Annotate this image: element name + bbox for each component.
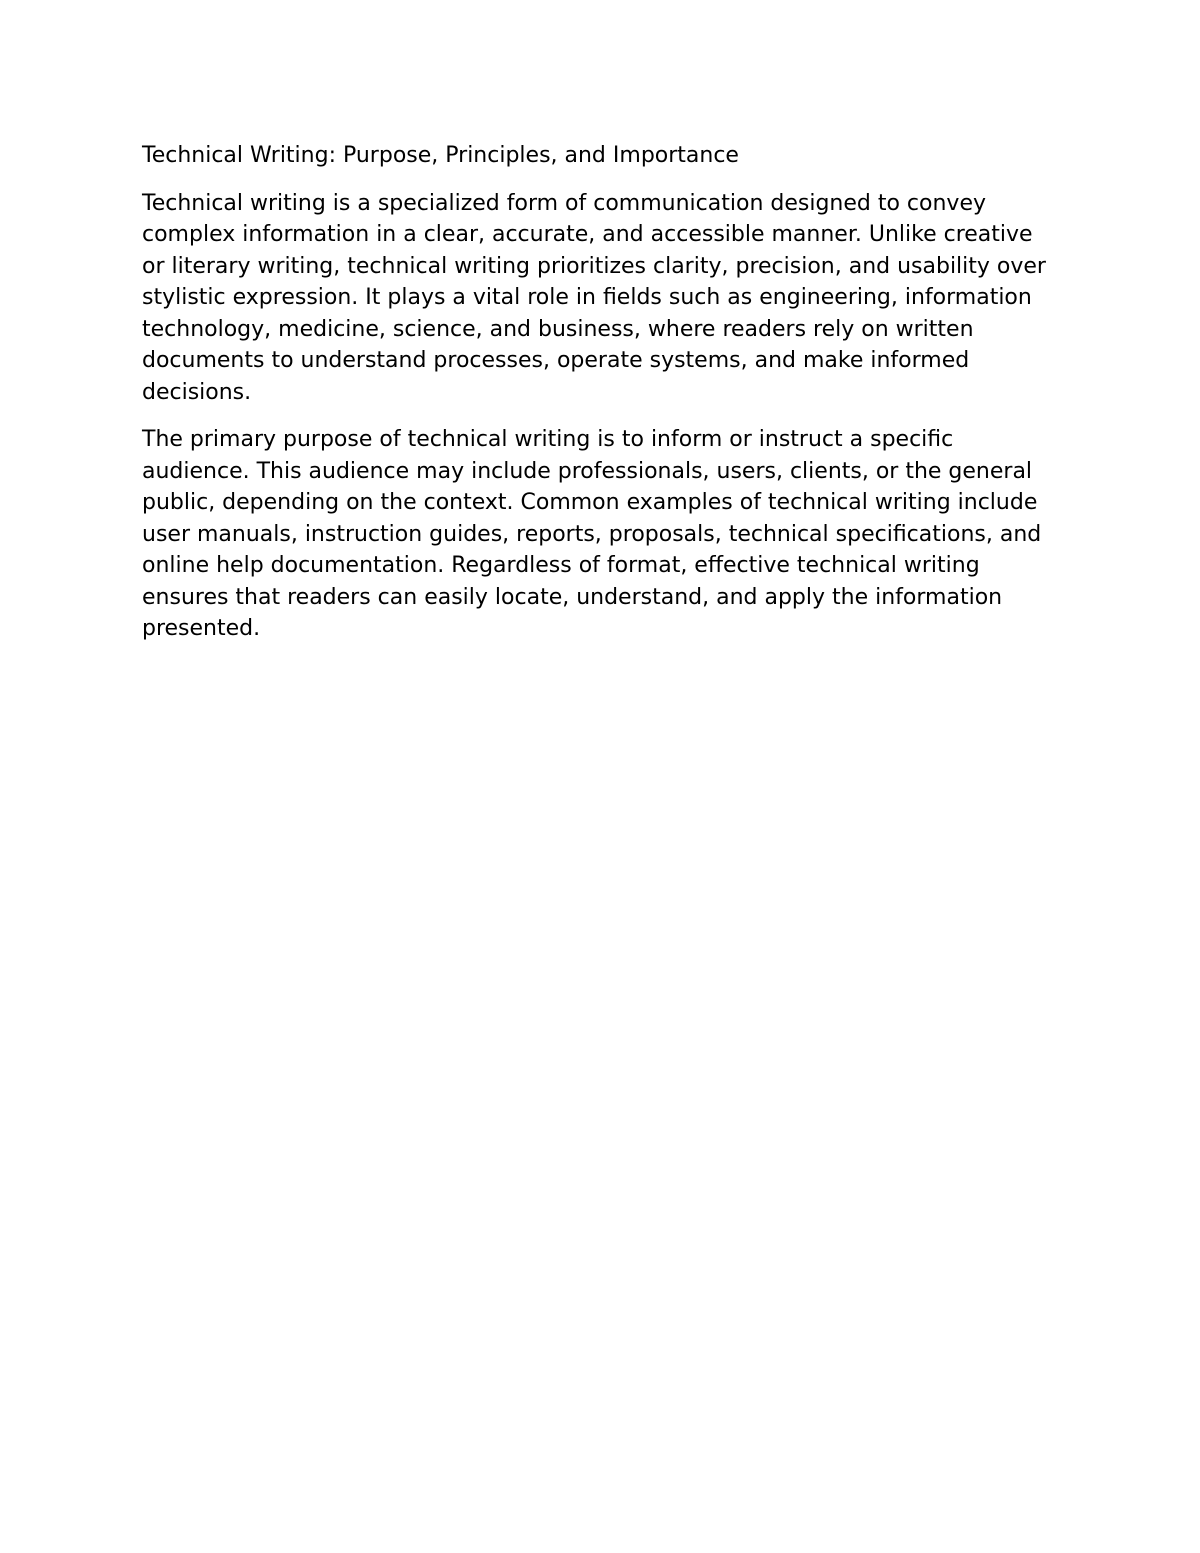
- document-body: [142, 140, 1062, 661]
- paragraph-2: The primary purpose of technical writing is to inform or instruct a specific audience. This audience may include professionals, users, clients, or the general public, depending on the context. Common examples of technical writing include user manuals, instruction guides, reports, proposals, technical specifications, and online help documentation. Regardless of format, effective technical writing ensures that readers can easily locate, understand, and apply the information presented.: [142, 427, 1042, 641]
- document-title: Technical Writing: Purpose, Principles, and Importance: [142, 143, 739, 168]
- paragraph-1: Technical writing is a specialized form of communication designed to convey complex information in a clear, accurate, and accessible manner. Unlike creative or literary writing, technical writing prioritizes clarity, precision, and usability over stylistic expression. It plays a vital role in fields such as engineering, information technology, medicine, science, and business, where readers rely on written documents to understand processes, operate systems, and make informed decisions.: [142, 190, 1046, 405]
